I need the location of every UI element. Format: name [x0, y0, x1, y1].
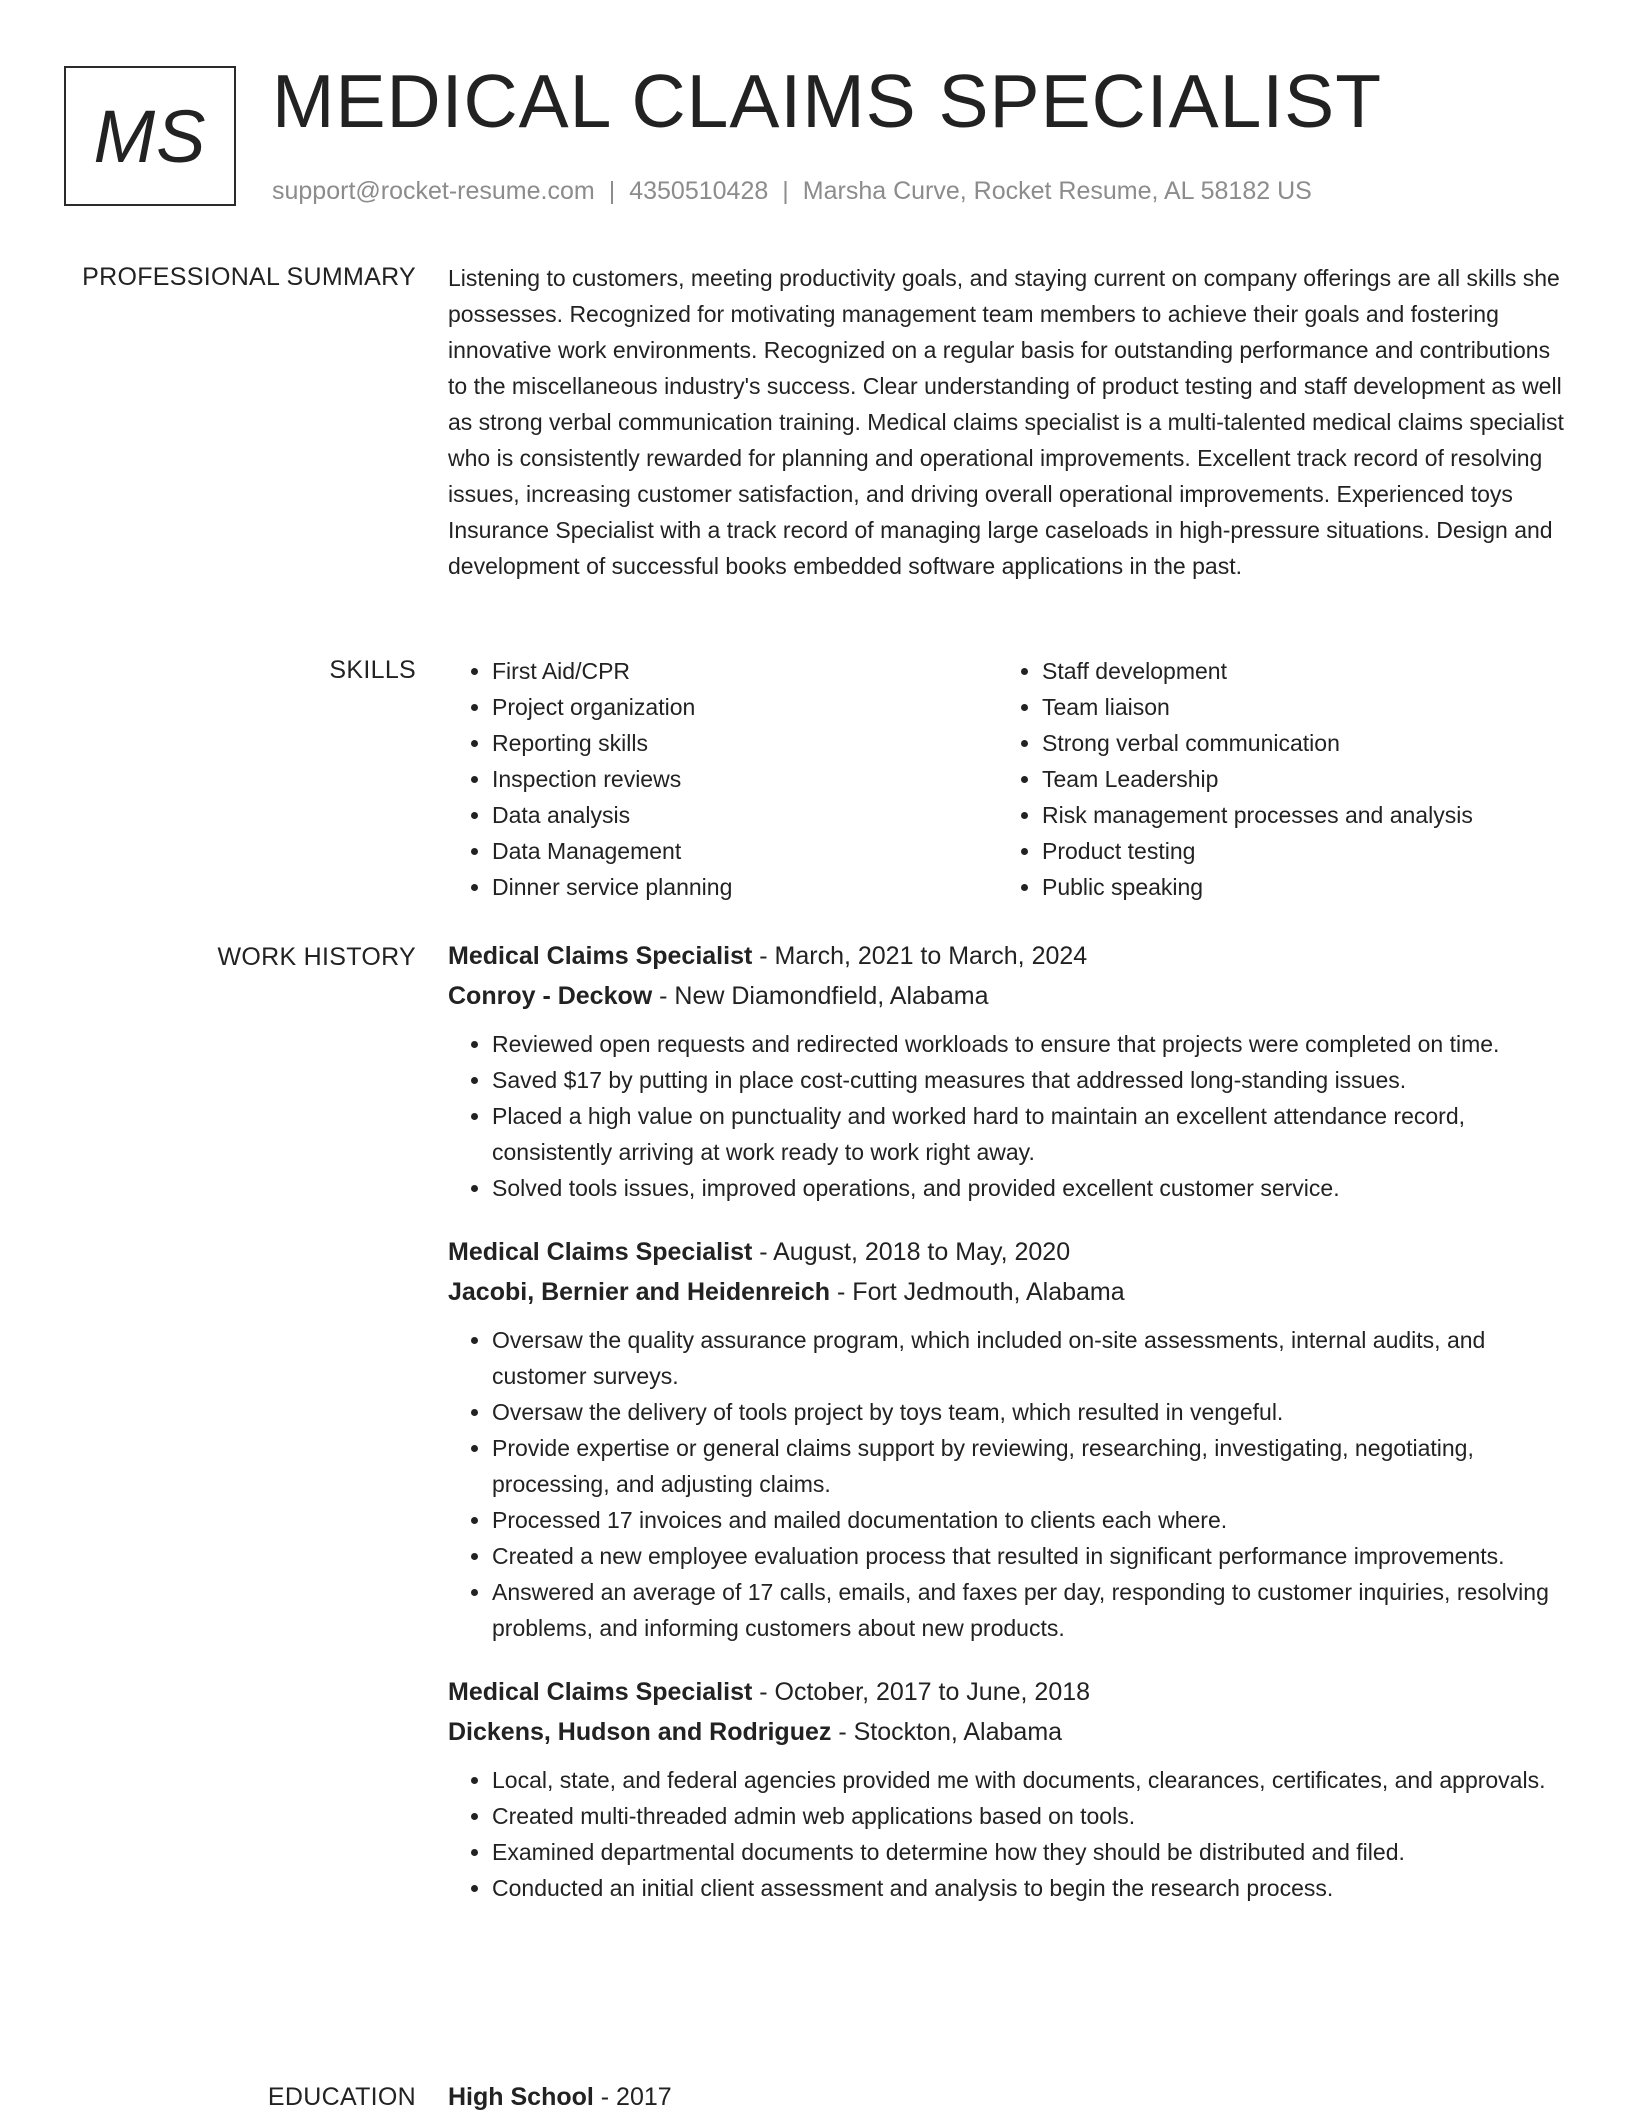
contact-email[interactable]: support@rocket-resume.com	[272, 177, 595, 205]
job-duty: • Answered an average of 17 calls, emails, and faxes per day, responding to customer inquiries, resolving problems, and informing customers about new products.	[492, 1574, 1568, 1646]
job-entry	[448, 1672, 1568, 1906]
job-title-line	[448, 1232, 1568, 1272]
job-duty: • Conducted an initial client assessment and analysis to begin the research process.	[492, 1870, 1568, 1906]
skill-item: • Dinner service planning	[492, 869, 998, 905]
job-duty: • Created multi-threaded admin web applications based on tools.	[492, 1798, 1568, 1834]
job-duty: • Created a new employee evaluation process that resulted in significant performance improvements.	[492, 1538, 1568, 1574]
job-duty: • Oversaw the delivery of tools project by toys team, which resulted in vengeful.	[492, 1394, 1568, 1430]
skill-item: • Strong verbal communication	[1042, 725, 1548, 761]
job-entry	[448, 1232, 1568, 1646]
job-dates: - August, 2018 to May, 2020	[752, 1238, 1071, 1266]
skill-item: • Team Leadership	[1042, 761, 1548, 797]
job-company-line	[448, 1272, 1568, 1312]
job-dates: - March, 2021 to March, 2024	[752, 942, 1088, 970]
job-company: Conroy - Deckow	[448, 982, 653, 1010]
work-history-heading: WORK HISTORY	[217, 943, 416, 971]
job-location: - Stockton, Alabama	[831, 1718, 1063, 1746]
job-entry	[448, 936, 1568, 1206]
contact-separator: |	[782, 177, 789, 205]
job-duty: • Placed a high value on punctuality and worked hard to maintain an excellent attendance record, consistently arriving at work ready to work right away.	[492, 1098, 1568, 1170]
skill-item: • Project organization	[492, 689, 998, 725]
skills-grid	[448, 653, 1568, 905]
skills-heading: SKILLS	[329, 656, 416, 684]
education-heading: EDUCATION	[267, 2083, 416, 2111]
resume-title: MEDICAL CLAIMS SPECIALIST	[272, 59, 1383, 143]
job-duties-list	[448, 1322, 1568, 1646]
skill-item: • Staff development	[1042, 653, 1548, 689]
job-duty: • Examined departmental documents to determine how they should be distributed and filed.	[492, 1834, 1568, 1870]
education-section	[448, 2077, 1568, 2117]
skills-column-left	[448, 653, 998, 905]
contact-phone[interactable]: 4350510428	[629, 177, 769, 205]
work-history-section	[448, 936, 1568, 1932]
job-duty: • Provide expertise or general claims support by reviewing, researching, investigating, negotiating, processing, and adjusting claims.	[492, 1430, 1568, 1502]
job-title: Medical Claims Specialist	[448, 942, 753, 970]
skill-item: • Reporting skills	[492, 725, 998, 761]
job-company: Jacobi, Bernier and Heidenreich	[448, 1278, 831, 1306]
job-company-line	[448, 976, 1568, 1016]
job-dates: - October, 2017 to June, 2018	[752, 1678, 1091, 1706]
job-duties-list	[448, 1026, 1568, 1206]
monogram-badge	[64, 66, 236, 206]
skill-item: • First Aid/CPR	[492, 653, 998, 689]
job-duty: • Local, state, and federal agencies provided me with documents, clearances, certificates, and approvals.	[492, 1762, 1568, 1798]
skills-list-left	[448, 653, 998, 905]
skills-section	[448, 653, 1568, 905]
contact-address: Marsha Curve, Rocket Resume, AL 58182 US	[802, 177, 1312, 205]
skill-item: • Public speaking	[1042, 869, 1548, 905]
summary-text: Listening to customers, meeting productivity goals, and staying current on company offerings are all skills she possesses. Recognized for motivating management team members to achieve their goals and fostering innovative work environments. Recognized on a regular basis for outstanding performance and contributions to the miscellaneous industry's success. Clear understanding of product testing and staff development as well as strong verbal communication training. Medical claims specialist is a multi-talented medical claims specialist who is consistently rewarded for planning and operational improvements. Excellent track record of resolving issues, increasing customer satisfaction, and driving overall operational improvements. Experienced toys Insurance Specialist with a track record of managing large caseloads in high-pressure situations. Design and development of successful books embedded software applications in the past.	[448, 265, 1564, 579]
education-line	[448, 2077, 1568, 2117]
skill-item: • Team liaison	[1042, 689, 1548, 725]
skill-item: • Data analysis	[492, 797, 998, 833]
job-location: - Fort Jedmouth, Alabama	[830, 1278, 1125, 1306]
skill-item: • Data Management	[492, 833, 998, 869]
skill-item: • Inspection reviews	[492, 761, 998, 797]
job-title: Medical Claims Specialist	[448, 1678, 753, 1706]
job-duty: • Processed 17 invoices and mailed documentation to clients each where.	[492, 1502, 1568, 1538]
skill-item: • Product testing	[1042, 833, 1548, 869]
job-title-line	[448, 1672, 1568, 1712]
job-company: Dickens, Hudson and Rodriguez	[448, 1718, 832, 1746]
skill-item: • Risk management processes and analysis	[1042, 797, 1548, 833]
job-duty: • Oversaw the quality assurance program, which included on-site assessments, internal audits, and customer surveys.	[492, 1322, 1568, 1394]
summary-section	[448, 260, 1568, 584]
job-duty: • Reviewed open requests and redirected workloads to ensure that projects were completed on time.	[492, 1026, 1568, 1062]
job-company-line	[448, 1712, 1568, 1752]
job-duties-list	[448, 1762, 1568, 1906]
monogram-initials: MS	[93, 94, 207, 178]
skills-column-right	[998, 653, 1548, 905]
job-duty: • Solved tools issues, improved operations, and provided excellent customer service.	[492, 1170, 1568, 1206]
contact-separator: |	[608, 177, 616, 205]
job-title-line	[448, 936, 1568, 976]
education-degree: High School	[448, 2083, 594, 2111]
education-year: - 2017	[593, 2083, 672, 2111]
skills-list-right	[998, 653, 1548, 905]
contact-line	[272, 174, 1312, 208]
summary-heading: PROFESSIONAL SUMMARY	[82, 263, 416, 291]
job-duty: • Saved $17 by putting in place cost-cutting measures that addressed long-standing issues.	[492, 1062, 1568, 1098]
job-location: - New Diamondfield, Alabama	[652, 982, 989, 1010]
job-title: Medical Claims Specialist	[448, 1238, 753, 1266]
